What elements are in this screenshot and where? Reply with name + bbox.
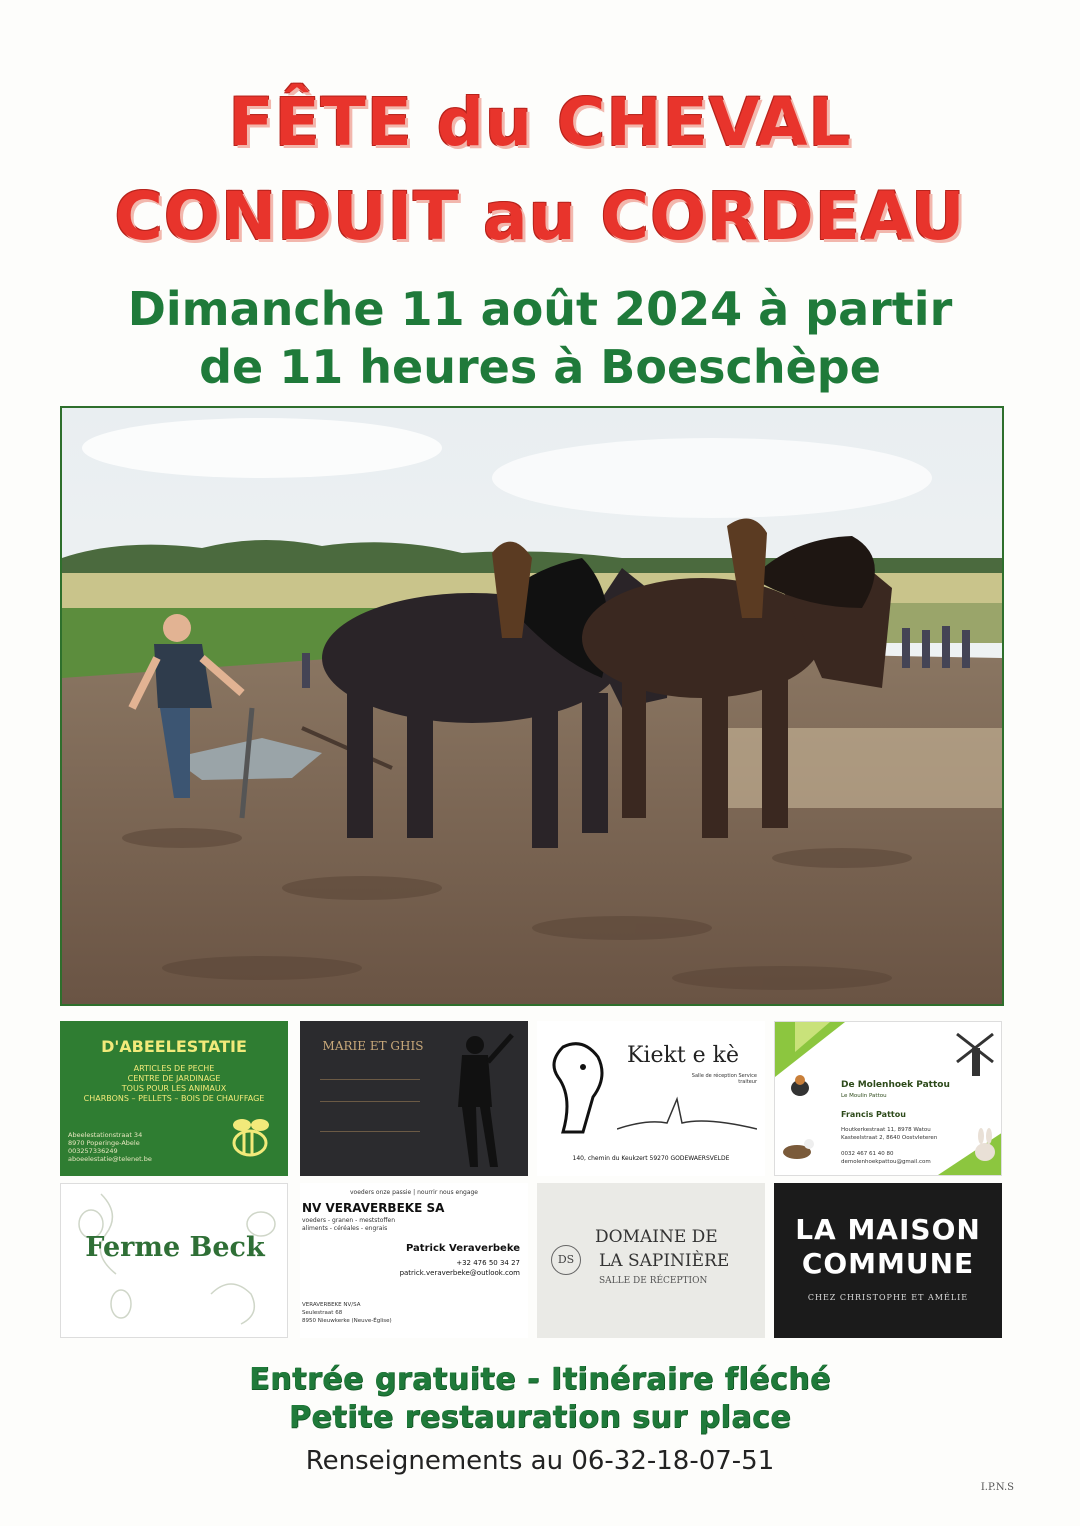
veraverbeke-address-1: VERAVERBEKE NV/SA — [302, 1302, 361, 1308]
veraverbeke-email: patrick.veraverbeke@outlook.com — [399, 1269, 520, 1277]
maison-line-2: COMMUNE — [801, 1247, 975, 1280]
sponsor-la-maison-commune — [774, 1183, 1002, 1338]
footer-line-2: Petite restauration sur place — [288, 1400, 792, 1435]
abeelestatie-line-1: ARTICLES DE PECHE — [133, 1064, 215, 1073]
abeelestatie-line-3: TOUS POUR LES ANIMAUX — [121, 1084, 227, 1093]
molenhoek-address-2: Kasteelstraat 2, 8640 Oostvleteren — [841, 1135, 938, 1141]
sponsor-veraverbeke — [300, 1183, 528, 1338]
ferme-name: Ferme Beck — [85, 1232, 265, 1263]
printer-mark: I.P.N.S — [980, 1482, 1014, 1493]
contact-info: Renseignements au 06-32-18-07-51 — [305, 1446, 775, 1476]
date-line-1: Dimanche 11 août 2024 à partir — [127, 282, 953, 336]
molenhoek-phone: 0032 467 61 40 80 — [841, 1151, 894, 1157]
horse-head-icon — [543, 1037, 613, 1137]
veraverbeke-products: voeders - granen - meststoffen — [302, 1217, 396, 1224]
farmer-silhouette-icon — [430, 1027, 520, 1172]
sponsor-marie-et-ghis — [300, 1021, 528, 1176]
cat-icon — [787, 1072, 813, 1098]
sapiniere-line-2: LA SAPINIÈRE — [599, 1251, 730, 1271]
kiekt-name: Kiekt e kè — [627, 1043, 740, 1068]
sponsor-molenhoek-pattou — [774, 1021, 1002, 1176]
molenhoek-address-1: Houtkerkestraat 11, 8978 Watou — [841, 1127, 931, 1133]
sapiniere-sub: SALLE DE RÉCEPTION — [599, 1276, 708, 1286]
veraverbeke-address-3: 8950 Nieuwkerke (Neuve-Église) — [302, 1318, 392, 1324]
sponsor-abeelestatie — [60, 1021, 288, 1176]
veraverbeke-products-fr: aliments - céréales - engrais — [302, 1225, 388, 1232]
sponsor-kiekt-e-ke — [537, 1021, 765, 1176]
veraverbeke-phone: +32 476 50 34 27 — [456, 1259, 520, 1267]
abeelestatie-line-4: CHARBONS – PELLETS – BOIS DE CHAUFFAGE — [83, 1094, 265, 1103]
veraverbeke-name: NV VERAVERBEKE SA — [302, 1201, 445, 1215]
title-line-1: FÊTE du CHEVAL — [228, 84, 852, 161]
windmill-icon — [955, 1028, 995, 1078]
molenhoek-email: demolenhoekpattou@gmail.com — [841, 1159, 931, 1165]
village-skyline-icon — [617, 1089, 757, 1139]
abeelestatie-name: D'ABEELESTATIE — [101, 1037, 247, 1056]
sapiniere-line-1: DOMAINE DE — [595, 1227, 718, 1247]
rabbit-icon — [971, 1128, 999, 1162]
sponsor-domaine-sapiniere — [537, 1183, 765, 1338]
veraverbeke-tagline: voeders onze passie | nourrir nous engage — [350, 1189, 479, 1196]
abeelestatie-address-3: 003257336249 — [68, 1147, 118, 1155]
abeelestatie-address-4: aboeelestatie@telenet.be — [68, 1155, 152, 1163]
maison-line-1: LA MAISON — [795, 1213, 981, 1246]
abeelestatie-line-2: CENTRE DE JARDINAGE — [127, 1074, 221, 1083]
maison-sub: CHEZ CHRISTOPHE ET AMÉLIE — [807, 1293, 969, 1302]
dog-icon — [779, 1134, 815, 1162]
sapiniere-monogram: DS — [551, 1245, 581, 1275]
plowing-horses-photo — [60, 406, 1004, 1006]
molenhoek-person: Francis Pattou — [841, 1110, 906, 1119]
molenhoek-name: De Molenhoek Pattou — [841, 1080, 950, 1090]
sponsor-ferme-beck — [60, 1183, 288, 1338]
veraverbeke-person: Patrick Veraverbeke — [406, 1243, 520, 1254]
footer-line-1: Entrée gratuite - Itinéraire fléché — [249, 1362, 831, 1397]
kiekt-sub: Salle de réception Service traiteur — [691, 1073, 757, 1085]
veraverbeke-address-2: Seulestraat 68 — [302, 1310, 343, 1316]
bee-logo-icon — [220, 1113, 280, 1168]
kiekt-address: 140, chemin du Keukzert 59270 GODEWAERSVELDE — [572, 1155, 730, 1162]
abeelestatie-address-1: Abeelestationstraat 34 — [68, 1131, 143, 1139]
molenhoek-sub: Le Moulin Pattou — [841, 1093, 887, 1099]
date-line-2: de 11 heures à Boeschèpe — [199, 340, 881, 394]
abeelestatie-address-2: 8970 Poperinge-Abele — [68, 1139, 140, 1147]
marie-name: MARIE ET GHIS — [322, 1039, 424, 1053]
title-line-2: CONDUIT au CORDEAU — [114, 178, 966, 255]
